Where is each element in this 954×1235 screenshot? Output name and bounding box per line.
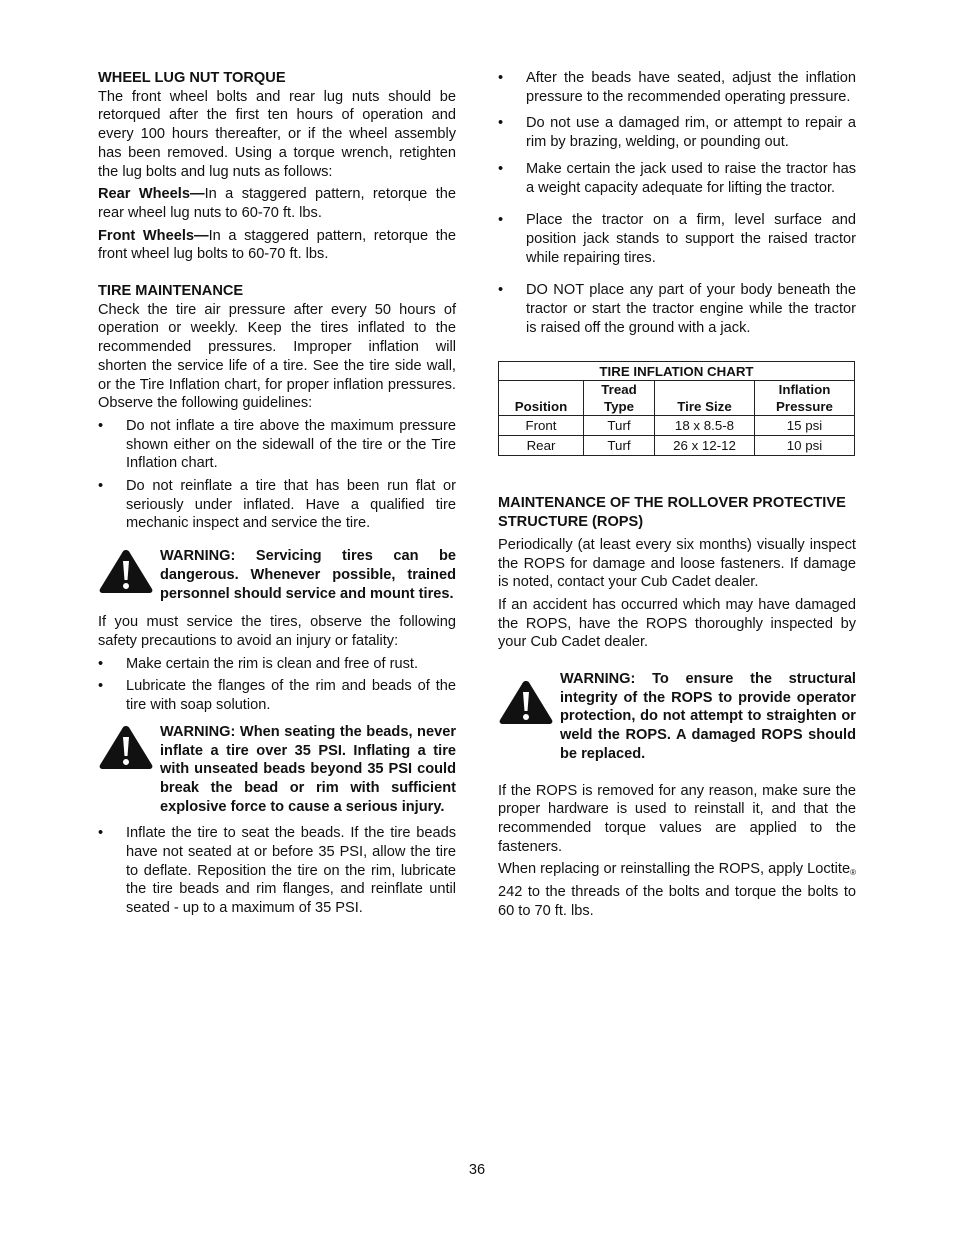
left-column [98,69,456,918]
rear-wheels-text: In a staggered pattern, retorque the rear wheel lug nuts to 60-70 ft. lbs. [98,186,456,221]
table-cell: 26 x 12-12 [655,436,755,456]
list-item: • Make certain the rim is clean and free of rust. [98,655,419,672]
table-row [499,436,855,456]
list-item: • After the beads have seated, adjust the inflation pressure to the recommended operating pressure. [498,70,856,105]
rops-heading: MAINTENANCE OF THE ROLLOVER PROTECTIVE STRUCTURE (ROPS) [498,495,846,531]
chart-title: TIRE INFLATION CHART [499,362,855,381]
rops-paragraph: If the ROPS is removed for any reason, make sure the proper hardware is used to reinstall it, and that the recommended torque values are applied to the fasteners. [498,782,856,855]
warning-text: WARNING: Servicing tires can be dangerous. Whenever possible, trained personnel should service and mount tires. [160,548,456,602]
front-wheels-paragraph [98,227,456,264]
warning-block [498,670,856,764]
table-cell: Turf [584,416,655,436]
warning-icon [98,723,160,777]
list-item: • Do not inflate a tire above the maximum pressure shown either on the sidewall of the tire or the Tire Inflation chart. [98,417,456,472]
warning-block [98,723,456,817]
table-cell: Turf [584,436,655,456]
registered-mark: ® [850,868,856,878]
column-header: Tire Size [655,381,755,416]
rear-wheels-lead: Rear Wheels— [98,186,205,203]
list-item: • Lubricate the flanges of the rim and beads of the tire with soap solution. [98,678,456,714]
warning-icon [98,547,160,601]
warning-block [98,547,456,603]
rops-paragraph: When replacing or reinstalling the ROPS, apply Loctite$_®$ 242 to the threads of the bolts and torque the bolts to 60 to 70 ft. lbs. [498,861,856,919]
rops-paragraph: If an accident has occurred which may have damaged the ROPS, have the ROPS thoroughly inspected by your Cub Cadet dealer. [498,596,856,651]
tire-inflation-chart [498,361,855,456]
page-number: 36 [468,1162,486,1178]
table-cell: Front [499,416,584,436]
tire-maintenance-heading: TIRE MAINTENANCE [98,283,244,300]
column-header: Tread Type [584,381,655,416]
tire-maintenance-paragraph: Check the tire air pressure after every 50 hours of operation or weekly. Keep the tires inflated to the recommended pressures. Improper inflation will shorten the service life of a tire. See the tire side wall, or the Tire Inflation chart, for proper inflation pressures. Observe the following guidelines: [98,301,456,412]
list-item: • Do not reinflate a tire that has been run flat or seriously under inflated. Have a qualified tire mechanic inspect and service the tire. [98,478,456,532]
warning-text: WARNING: To ensure the structural integrity of the ROPS to provide operator protection, do not attempt to straighten or weld the ROPS. A damaged ROPS should be replaced. [560,671,856,762]
front-wheels-lead: Front Wheels— [98,227,209,244]
warning-text: WARNING: When seating the beads, never inflate a tire over 35 PSI. Inflating a tire with unseated beads beyond 35 PSI could break the bead or rim with sufficient explosive force to cause a serious injury. [160,723,456,815]
table-cell: 15 psi [755,416,855,436]
table-cell: 18 x 8.5-8 [655,416,755,436]
list-item: • Place the tractor on a firm, level surface and position jack stands to support the raised tractor while repairing tires. [498,212,856,266]
list-item: • Inflate the tire to seat the beads. If the tire beads have not seated at or before 35 PSI, allow the tire to deflate. Reposition the tire on the rim, lubricate the tire beads and rim flanges, and reinflate until seated - up to a maximum of 35 PSI. [98,825,456,917]
service-precautions-paragraph: If you must service the tires, observe the following safety precautions to avoid an injury or fatality: [98,614,456,649]
warning-icon [498,670,560,732]
front-wheels-text: In a staggered pattern, retorque the front wheel lug bolts to 60-70 ft. lbs. [98,227,456,263]
table-cell: 10 psi [755,436,855,456]
list-item: • Make certain the jack used to raise the tractor has a weight capacity adequate for lifting the tractor. [498,160,856,196]
list-item: • Do not use a damaged rim, or attempt to repair a rim by brazing, welding, or pounding out. [498,115,856,151]
rops-paragraph: Periodically (at least every six months) visually inspect the ROPS for damage and loose fasteners. If damage is noted, contact your Cub Cadet dealer. [498,536,856,591]
lug-nut-heading: WHEEL LUG NUT TORQUE [98,70,286,86]
rear-wheels-paragraph [98,185,456,222]
column-header: Inflation Pressure [755,381,855,416]
right-column [498,69,856,921]
column-header: Position [499,381,584,416]
lug-nut-paragraph: The front wheel bolts and rear lug nuts should be retorqued after the first ten hours of operation and every 100 hours thereafter, or if the wheel assembly has been removed. Using a torque wrench, retighten the lug bolts and lug nuts as follows: [98,88,456,180]
table-cell: Rear [499,436,584,456]
list-item: • DO NOT place any part of your body beneath the tractor or start the tractor engine while the tractor is raised off the ground with a jack. [498,282,856,336]
table-row [499,416,855,436]
